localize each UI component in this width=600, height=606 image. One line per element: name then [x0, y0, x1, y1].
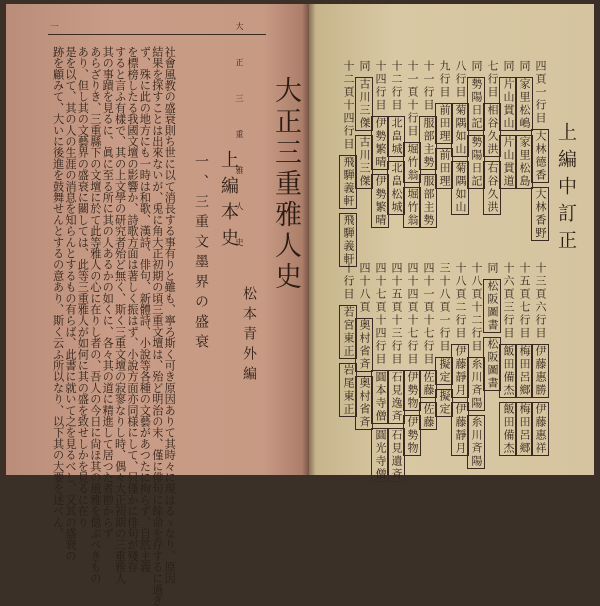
section-heading: 一、三重文墨界の盛衰 [193, 154, 209, 354]
correction-entry [371, 262, 389, 482]
correction-entry [467, 262, 485, 469]
correction-entry [483, 262, 501, 391]
correction-right: 擬定 [435, 389, 453, 417]
correction-entry [339, 60, 357, 267]
correction-entry [451, 60, 469, 215]
correction-line-ref: 十四行目 [374, 60, 387, 112]
correction-line-ref: 十一頁十行目 [406, 60, 419, 138]
correction-wrong: 古川三傑 [355, 77, 373, 131]
correction-entry [403, 60, 421, 228]
running-head: 大 正 三 重 雅 人 史 [235, 22, 244, 256]
correction-entry [339, 262, 357, 417]
correction-line-ref: 同 [486, 262, 499, 275]
correction-right: 北畠松城 [387, 161, 405, 215]
part-heading: 上編本史 [218, 150, 239, 254]
correction-right: 伊藤靜月 [451, 402, 469, 456]
correction-entry [451, 262, 469, 456]
correction-wrong: 菊隅如山 [451, 103, 469, 157]
correction-line-ref: 十五頁七行目 [518, 262, 531, 340]
correction-line-ref: 同 [502, 60, 515, 73]
correction-line-ref: 十二行目 [390, 60, 403, 112]
corrections-title: 上編中訂正 [555, 122, 577, 257]
correction-right: 圓光寺僧 [371, 428, 389, 482]
correction-entry [419, 262, 437, 430]
correction-right: 佐藤 [419, 402, 437, 430]
correction-wrong: 伊勢物 [403, 370, 421, 411]
right-page [309, 4, 594, 481]
correction-wrong: 飯田備杰 [499, 344, 517, 398]
correction-line-ref: 十行目 [342, 262, 355, 301]
book-gutter [302, 4, 316, 475]
body-column: 社會風教の盛衰則ち世に以て消長する事有りと雖も、寧ろ斯く可き原因ありて其時々に現はるゝなり、原因 [163, 46, 177, 584]
correction-wrong: 北畠城 [387, 116, 405, 157]
correction-wrong: 圓本寺僧 [371, 370, 389, 424]
correction-line-ref: 十八頁二行目 [454, 262, 467, 340]
correction-right: 石見遺斉 [387, 428, 405, 482]
correction-right: 古川三傑 [355, 135, 373, 189]
body-column: 結果を探すことは出來ないが、兎に角大正初期の頃三重文壇は、殆ど明治の末、僅に俳句に餘命を存するに過ぎ [150, 46, 164, 606]
correction-line-ref: 四十一頁十七行目 [422, 262, 435, 366]
correction-line-ref: 七行目 [486, 60, 499, 99]
correction-wrong: 前田理 [435, 103, 453, 144]
correction-right: 奥村省斉 [355, 376, 373, 430]
correction-entry [403, 262, 421, 456]
correction-wrong: 奥村省斉 [355, 318, 373, 372]
correction-right: 糸川斉陽 [467, 415, 485, 469]
body-column: すると言ふ有樣で、其の上文學の研究者殆ど無く、斯く三重文壇の寂寥なりし時、偶々大正初期の三重雅人 [113, 46, 127, 584]
correction-wrong: 伊藤靜月 [451, 344, 469, 398]
correction-right: 飯田備杰 [499, 402, 517, 456]
correction-entry [435, 60, 453, 189]
correction-entry [483, 60, 501, 215]
correction-wrong: 若宮東正 [339, 305, 357, 359]
correction-line-ref: 十六頁三行目 [502, 262, 515, 340]
body-column: あり、但し其の文藝界の盛衰に關しては、此等三重雅人が如何に其の盛を致せしかを見るに在り [76, 46, 90, 528]
correction-wrong: 伊勢繁晴 [371, 116, 389, 170]
correction-right: 片山貫道 [499, 135, 517, 189]
correction-entry [499, 60, 517, 189]
correction-wrong: 松阪圖書 [483, 279, 501, 333]
correction-entry [419, 60, 437, 228]
correction-right: 大林香野 [531, 187, 549, 241]
correction-wrong: 石見逸斉 [387, 370, 405, 424]
correction-entry [387, 262, 405, 482]
left-page [6, 4, 309, 606]
correction-line-ref: 同 [470, 60, 483, 73]
correction-right: 家里松島 [515, 135, 533, 189]
correction-wrong: 大林德香 [531, 129, 549, 183]
correction-entry [371, 60, 389, 228]
correction-entry [499, 262, 517, 456]
correction-wrong: 飛騨義軒 [339, 155, 357, 209]
correction-right: 右谷久洪 [483, 161, 501, 215]
correction-line-ref: 四十七頁十四行目 [374, 262, 387, 366]
correction-wrong: 片山貫山 [499, 77, 517, 131]
correction-right: 服部主勢 [419, 174, 437, 228]
correction-entry [467, 60, 485, 189]
correction-line-ref: 十二頁十四行目 [342, 60, 355, 151]
correction-wrong: 勢陽日記 [467, 77, 485, 131]
correction-right: 伊藤惠祥 [531, 402, 549, 456]
correction-line-ref: 十三頁六行目 [534, 262, 547, 340]
correction-entry [435, 262, 453, 417]
correction-line-ref: 同 [518, 60, 531, 73]
correction-wrong: 佐藤 [419, 370, 437, 398]
correction-right: 岩尾東正 [339, 363, 357, 417]
correction-entry [387, 60, 405, 215]
correction-wrong: 相谷久洪 [483, 103, 501, 157]
correction-line-ref: 同 [358, 60, 371, 73]
correction-entry [515, 60, 533, 189]
correction-entry [531, 60, 549, 241]
book-spread [6, 4, 594, 606]
body-column: ず、殊に此の地方にも一時は和歌、漢詩、俳句、新體詩、小說等各種の文藝があつたに拘らず、自然主義 [138, 46, 152, 573]
correction-right: 菊隅如山 [451, 161, 469, 215]
page-number: 一 [50, 22, 59, 30]
correction-wrong: 堀竹翁 [403, 142, 421, 183]
correction-wrong: 伊藤惠勝 [531, 344, 549, 398]
correction-right: 松阪圖書 [483, 337, 501, 391]
correction-line-ref: 四十八頁 [358, 262, 371, 314]
correction-line-ref: 四十四頁十七行目 [406, 262, 419, 366]
correction-wrong: 服部主勢 [419, 116, 437, 170]
correction-line-ref: 九行目 [438, 60, 451, 99]
book-title: 大正三重雅人史 [270, 76, 301, 293]
correction-entry [531, 262, 549, 456]
body-column: 其の事蹟を見るに、眞に至る所に其の人あるかの如くに、各々其の道に精進して居つた者尠からず [101, 46, 115, 539]
correction-wrong: 擬定 [435, 357, 453, 385]
body-column: を標榜したる我國文壇の影響か、詩歌方面は著しく振はず、小說方面亦同様にして、只僅かに俳句が殘存 [126, 46, 139, 573]
correction-wrong: 糸川斉陽 [467, 357, 485, 411]
correction-right: 堀竹翁 [403, 187, 421, 228]
correction-right: 伊勢物 [403, 415, 421, 456]
body-column: 是を以て、其の人の生涯の消息を知らんとするもの有らば、此書に就いて之を見るべし、又其の盛衰の [64, 46, 77, 562]
correction-right: 飛騨義軒 [339, 213, 357, 267]
body-column: 跡を顧みて、大いに後進を鼓舞せんとするの意あり、斯く云ふ所以なり、以下其の大要を述べん。 [51, 46, 65, 539]
correction-line-ref: 四頁一行目 [534, 60, 547, 125]
author: 松本青外編 [241, 286, 257, 386]
correction-wrong: 梅田呂鄉 [515, 344, 533, 398]
correction-line-ref: 四十五頁十三行目 [390, 262, 403, 366]
correction-line-ref: 三十八頁一行目 [438, 262, 451, 353]
correction-right: 勢陽日記 [467, 135, 485, 189]
correction-line-ref: 十八頁十二行目 [470, 262, 483, 353]
correction-entry [515, 262, 533, 456]
correction-line-ref: 八行目 [454, 60, 467, 99]
correction-right: 伊勢繁晴 [371, 174, 389, 228]
correction-right: 前田理 [435, 148, 453, 189]
correction-wrong: 家里松嶋 [515, 77, 533, 131]
correction-entry [355, 60, 373, 189]
body-column: あらざりき、三重縣下の文壇に於て此等雅人の心に在りし者の、吾人の今日に尙ほ其の風雅を偲ぶべきもの [88, 46, 102, 584]
correction-right: 梅田呂郷 [515, 402, 533, 456]
correction-entry [355, 262, 373, 430]
correction-line-ref: 十一行目 [422, 60, 435, 112]
